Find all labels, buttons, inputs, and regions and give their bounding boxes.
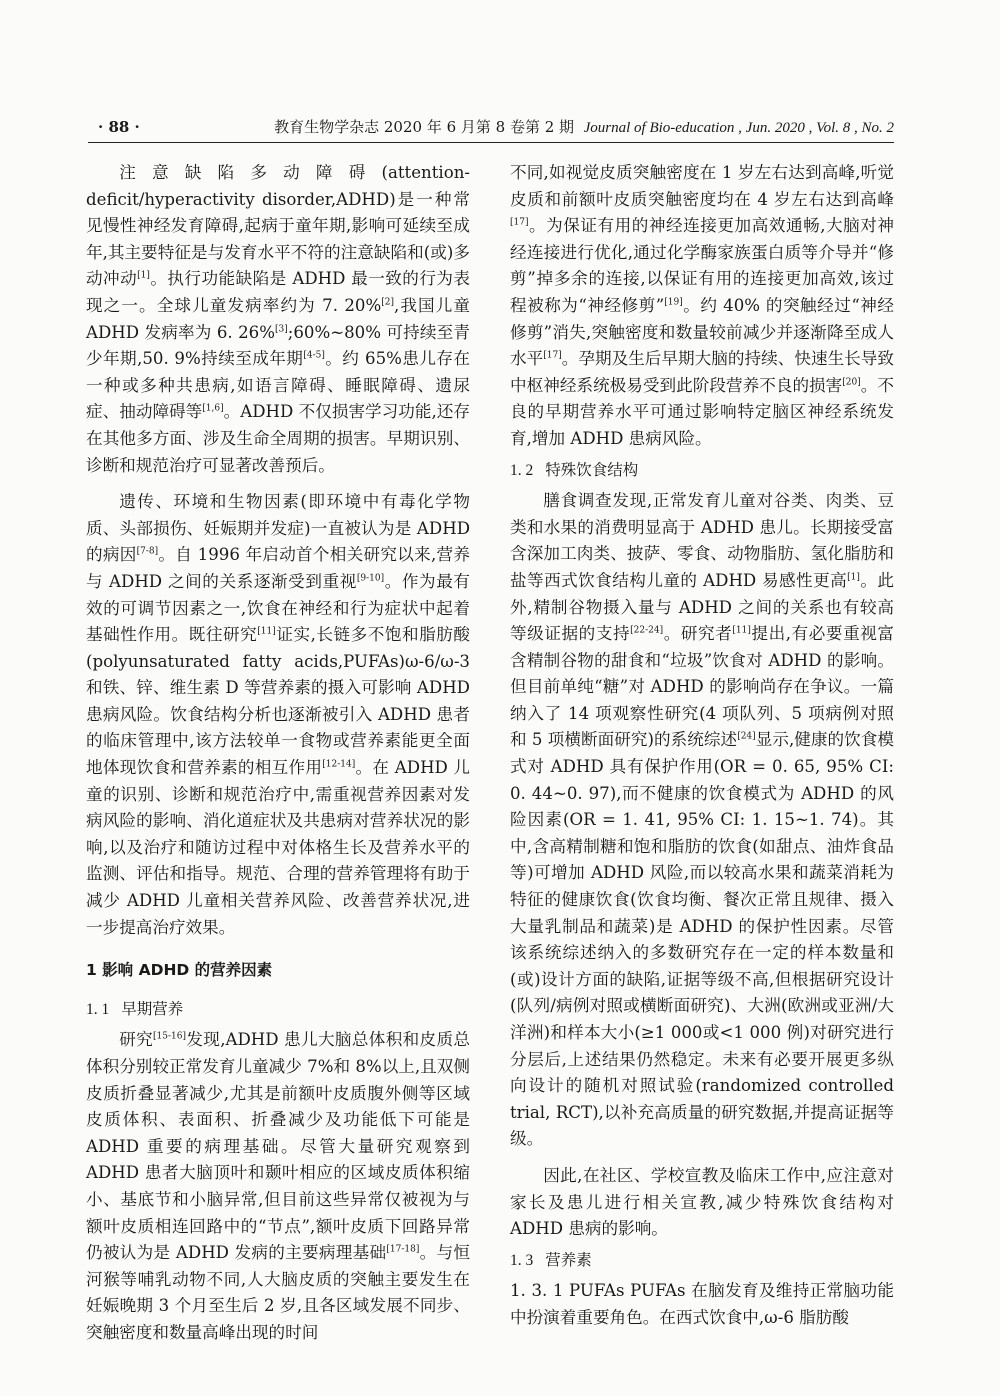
citation: [17-18] [386, 1244, 420, 1255]
citation: [4-5] [303, 350, 325, 361]
paragraph: 因此,在社区、学校宣教及临床工作中,应注意对家长及患儿进行相关宣教,减少特殊饮食结构对 ADHD 患病的影响。 [510, 1165, 894, 1239]
citation: [11] [257, 626, 276, 637]
citation: [9-10] [356, 573, 385, 584]
paragraph: 遗传、环境和生物因素(即环境中有毒化学物质、头部损伤、妊娠期并发症)一直被认为是 ADHD 的病因[7-8]。自 1996 年启动首个相关研究以来,营养与 ADHD 之间的关系逐渐受到重视[9-10]。作为最有效的可调节因素之一,饮食在神经和行为症状中起着基础性作用。既往研究[11]证实,长链多不饱和脂肪酸(polyunsaturated fatty acids,PUFAs)ω-6/ω-3 和铁、锌、维生素 D 等营养素的摄入可影响 ADHD 患病风险。饮食结构分析也逐渐被引入 ADHD 患者的临床管理中,该方法较单一食物或营养素能更全面地体现饮食和营养素的相互作用[12-14]。在 ADHD 儿童的识别、诊断和规范治疗中,需重视营养因素对发病风险的影响、消化道症状及共患病对营养状况的影响,以及治疗和随访过程中对体格生长及营养水平的监测、评估和指导。规范、合理的营养管理将有助于减少 ADHD 儿童相关营养风险、改善营养状况,进一步提高治疗效果。 [86, 492, 471, 937]
citation: [24] [737, 731, 756, 742]
citation: [19] [664, 297, 683, 308]
paragraph: 注意缺陷多动障碍(attention-deficit/hyperactivity disorder,ADHD)是一种常见慢性神经发育障碍,起病于童年期,影响可延续至成年,其主要特征是与发育水平不符的注意缺陷和(或)多动冲动[1]。执行功能缺陷是 ADHD 最一致的行为表现之一。全球儿童发病率约为 7. 20%[2],我国儿童 ADHD 发病率为 6. 26%[3];60%~80% 可持续至青少年期,50. 9%持续至成年期[4-5]。约 65%患儿存在一种或多种共患病,如语言障碍、睡眠障碍、遗尿症、抽动障碍等[1,6]。ADHD 不仅损害学习功能,还存在其他多方面、涉及生命全周期的损害。早期识别、诊断和规范治疗可显著改善预后。 [86, 163, 471, 475]
right-column [510, 160, 894, 1332]
paragraph: 不同,如视觉皮质突触密度在 1 岁左右达到高峰,听觉皮质和前额叶皮质突触密度均在 4 岁左右达到高峰[17]。为保证有用的神经连接更加高效通畅,大脑对神经连接进行优化,通过化学酶家族蛋白质等介导并“修剪”掉多余的连接,以保证有用的连接更加高效,该过程被称为“神经修剪”[19]。约 40% 的突触经过“神经修剪”消失,突触密度和数量较前减少并逐渐降至成人水平[17]。孕期及生后早期大脑的持续、快速生长导致中枢神经系统极易受到此阶段营养不良的损害[20]。不良的早期营养水平可通过影响特定脑区神经系统发育,增加 ADHD 患病风险。 [510, 163, 895, 448]
paragraph: 研究[15-16]发现,ADHD 患儿大脑总体积和皮质总体积分别较正常发育儿童减少 7%和 8%以上,且双侧皮质折叠显著减少,尤其是前额叶皮质腹外侧等区域皮质体积、表面积、折叠减少及功能低下可能是 ADHD 重要的病理基础。尽管大量研究观察到 ADHD 患者大脑顶叶和颞叶相应的区域皮质体积缩小、基底节和小脑异常,但目前这些异常仅被视为与额叶皮质相连回路中的“节点”,额叶皮质下回路异常仍被认为是 ADHD 发病的主要病理基础[17-18]。与恒河猴等哺乳动物不同,人大脑皮质的突触主要发生在妊娠晚期 3 个月至生后 2 岁,且各区域发展不同步、突触密度和数量高峰出现的时间 [86, 1030, 470, 1342]
citation: [2] [381, 297, 395, 308]
citation: [17] [543, 350, 562, 361]
page-header [88, 112, 894, 143]
citation: [15-16] [153, 1031, 187, 1042]
paragraph: 膳食调查发现,正常发育儿童对谷类、肉类、豆类和水果的消费明显高于 ADHD 患儿。长期接受富含深加工肉类、披萨、零食、动物脂肪、氢化脂肪和盐等西式饮食结构儿童的 ADHD 易感性更高[1]。此外,精制谷物摄入量与 ADHD 之间的关系也有较高等级证据的支持[22-24]。研究者[11]提出,有必要重视富含精制谷物的甜食和“垃圾”饮食对 ADHD 的影响。但目前单纯“糖”对 ADHD 的影响尚存在争议。一篇纳入了 14 项观察性研究(4 项队列、5 项病例对照和 5 项横断面研究)的系统综述[24]显示,健康的饮食模式对 ADHD 具有保护作用(OR = 0. 65, 95% CI: 0. 44~0. 97),而不健康的饮食模式为 ADHD 的风险因素(OR = 1. 41, 95% CI: 1. 15~1. 74)。其中,含高精制糖和饱和脂肪的饮食(如甜点、油炸食品等)可增加 ADHD 风险,而以较高水果和蔬菜消耗为特征的健康饮食(饮食均衡、餐次正常且规律、摄入大量乳制品和蔬菜)是 ADHD 的保护性因素。尽管该系统综述纳入的多数研究存在一定的样本数量和(或)设计方面的缺陷,证据等级不高,但根据研究设计(队列/病例对照或横断面研究)、大洲(欧洲或亚洲/大洋洲)和样本大小(≥1 000或<1 000 例)对研究进行分层后,上述结果仍然稳定。未来有必要开展更多纵向设计的随机对照试验(randomized controlled trial, RCT),以补充高质量的研究数据,并提高证据等级。 [510, 491, 895, 1149]
subsection-heading: 1. 3 营养素 [510, 1250, 592, 1269]
section-heading: 1 影响 ADHD 的营养因素 [86, 961, 273, 980]
citation: [12-14] [322, 759, 356, 770]
journal-title-cn: 教育生物学杂志 2020 年 6 月第 8 卷第 2 期 [274, 118, 575, 136]
subsection-heading: 1. 1 早期营养 [86, 999, 184, 1018]
page-number: · 88 · [98, 118, 140, 136]
citation: [20] [842, 377, 861, 388]
journal-info [274, 112, 894, 143]
paragraph: 1. 3. 1 PUFAs PUFAs 在脑发育及维持正常脑功能中扮演着重要角色。在西式饮食中,ω-6 脂肪酸 [510, 1281, 894, 1327]
left-column [86, 160, 470, 1347]
citation: [17] [510, 217, 529, 228]
citation: [1,6] [202, 403, 224, 414]
citation: [7-8] [136, 546, 159, 557]
citation: [11] [732, 625, 751, 636]
journal-title-en: Journal of Bio-education , Jun. 2020 , Vol. 8 , No. 2 [583, 120, 894, 136]
citation: [1] [137, 270, 150, 281]
citation: [22-24] [630, 625, 664, 636]
subsection-heading: 1. 2 特殊饮食结构 [510, 460, 639, 479]
citation: [1] [847, 572, 860, 583]
citation: [3] [275, 324, 288, 335]
